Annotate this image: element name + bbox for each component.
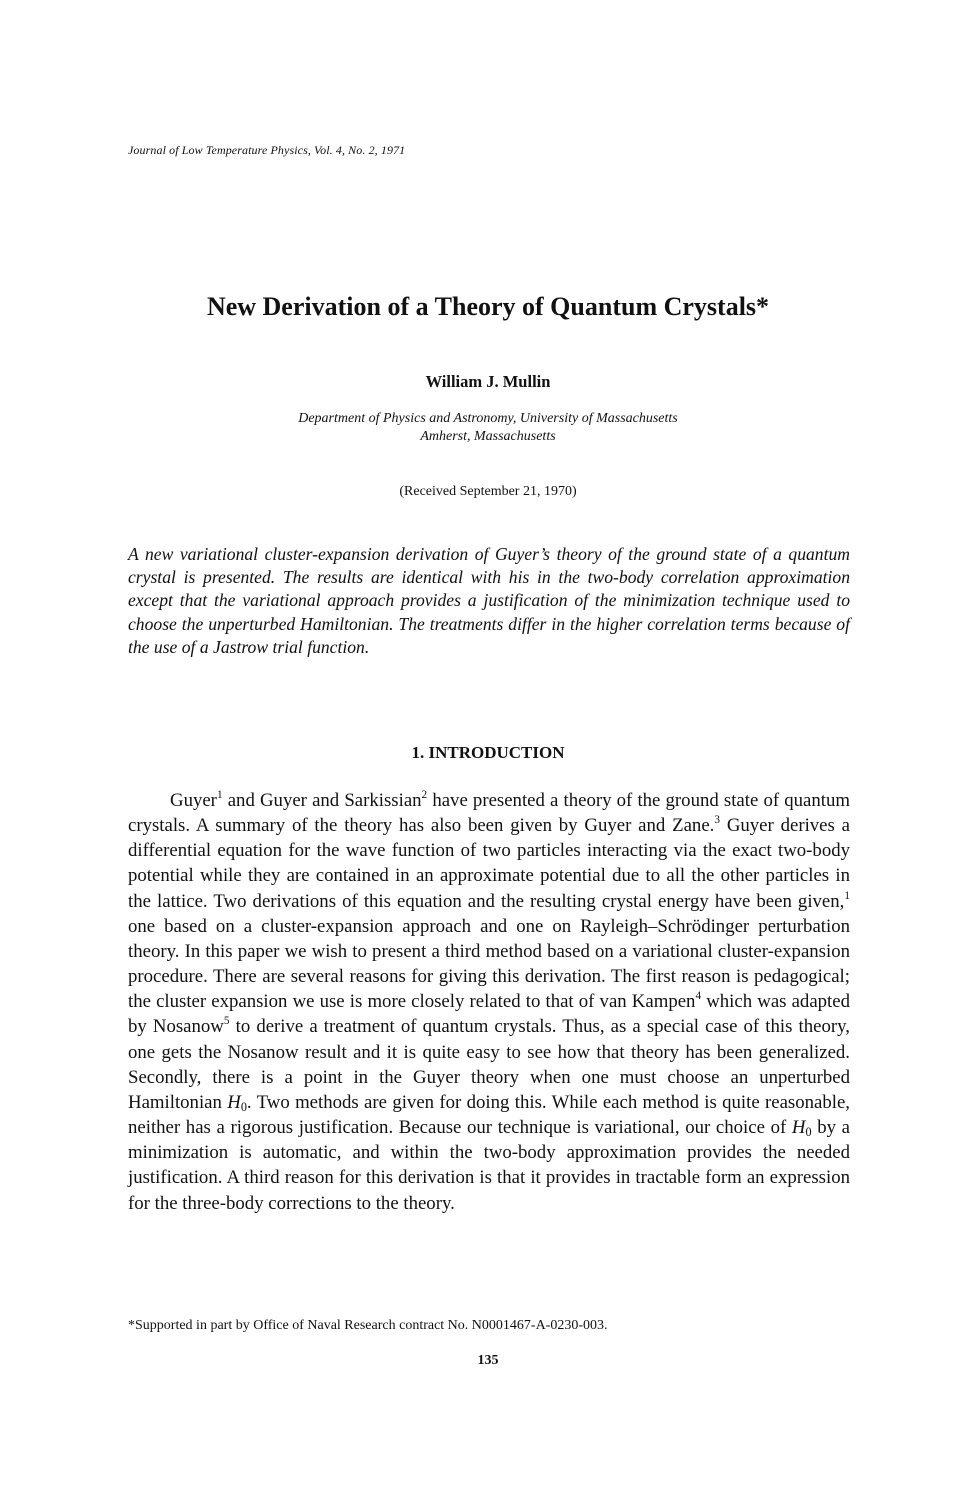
received-date: (Received September 21, 1970) <box>399 484 577 499</box>
text-run: which was adapted by Nosanow <box>128 991 850 1038</box>
text-run: by a minimization is automatic, and within the two-body approximation provides the needed justification. A third reason for this derivation is that it provides in tractable form an expression for the three-body corrections to the theory. <box>128 1117 850 1214</box>
text-run: Guyer derives a differential equation for the wave function of two particles interacting via the exact two-body potential while they are contained in an approximate potential due to all the other particles in the lattice. Two derivations of this equation and the resulting crystal energy have been given, <box>128 815 850 912</box>
text-run: to derive a treatment of quantum crystals. Thus, as a special case of this theory, one gets the Nosanow result and it is quite easy to see how that theory has been generalized. Secondly, there is a point in the Guyer theory when one must choose an unperturbed Hamiltonian <box>128 1016 851 1113</box>
affiliation-line-2: Amherst, Massachusetts <box>420 429 556 444</box>
reference-superscript: 3 <box>714 814 720 827</box>
reference-superscript: 5 <box>223 1015 230 1028</box>
text-run: Guyer <box>170 790 217 811</box>
math-subscript: 0 <box>240 1099 247 1114</box>
text-run: have presented a theory of the ground state of quantum crystals. A summary of the theory has also been given by Guyer and Zane. <box>128 790 850 837</box>
footnote: *Supported in part by Office of Naval Research contract No. N0001467-A-0230-003. <box>128 1318 608 1333</box>
reference-superscript: 1 <box>216 789 223 802</box>
introduction-paragraph <box>128 788 850 1216</box>
author-name: William J. Mullin <box>425 372 551 391</box>
math-subscript: 0 <box>805 1125 812 1140</box>
introduction-body <box>128 788 850 1216</box>
reference-superscript: 4 <box>695 990 702 1003</box>
section-heading: 1. INTRODUCTION <box>411 743 565 762</box>
page-number: 135 <box>477 1353 499 1368</box>
article-title: New Derivation of a Theory of Quantum Crystals* <box>206 292 770 321</box>
reference-superscript: 2 <box>421 789 428 802</box>
text-run: one based on a cluster-expansion approach and one on Rayleigh–Schrödinger perturbation theory. In this paper we wish to present a third method based on a variational cluster-expansion procedure. There are several reasons for giving this derivation. The first reason is pedagogical; the cluster expansion we use is more closely related to that of van Kampen <box>128 915 850 1013</box>
text-run: and Guyer and Sarkissian <box>222 790 422 811</box>
author-affiliation <box>0 410 976 446</box>
abstract <box>128 543 850 659</box>
running-head: Journal of Low Temperature Physics, Vol. 4, No. 2, 1971 <box>128 143 406 157</box>
abstract-text: A new variational cluster-expansion derivation of Guyer’s theory of the ground state of a quantum crystal is presented. The results are identical with his in the two-body correlation approximation except that the variational approach provides a justification of the minimization technique used to choose the unperturbed Hamiltonian. The treatments differ in the higher correlation terms because of the use of a Jastrow trial function. <box>128 544 850 657</box>
reference-superscript: 1 <box>844 889 850 902</box>
math-symbol-h: H <box>227 1091 241 1113</box>
text-run: . Two methods are given for doing this. While each method is quite reasonable, neither has a rigorous justification. Because our technique is variational, our choice of <box>128 1091 850 1139</box>
math-symbol-h: H <box>791 1117 806 1139</box>
affiliation-line-1: Department of Physics and Astronomy, University of Massachusetts <box>298 411 678 426</box>
